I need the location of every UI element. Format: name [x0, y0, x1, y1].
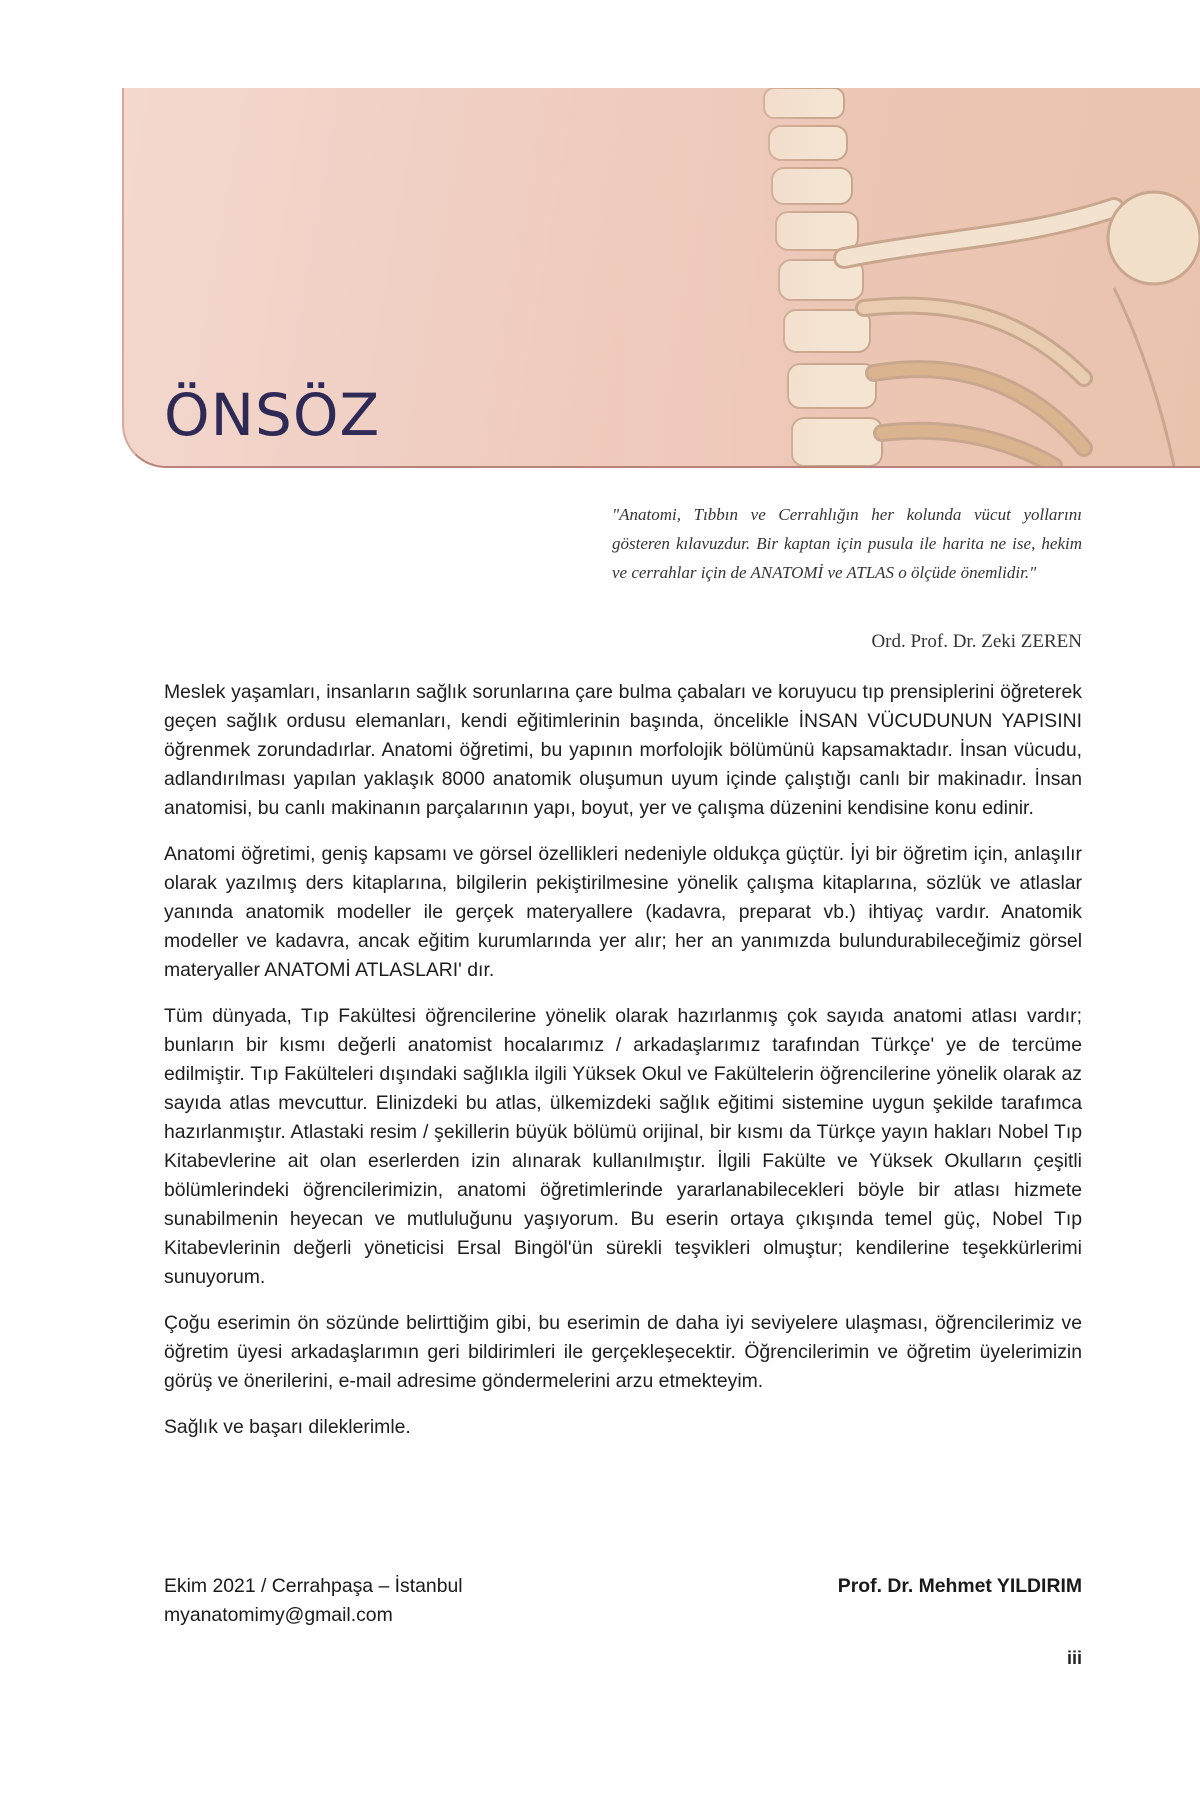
- page-number: iii: [1066, 1648, 1082, 1668]
- author-name: Prof. Dr. Mehmet YILDIRIM: [837, 1575, 1082, 1597]
- paragraph: Meslek yaşamları, insanların sağlık sorunlarına çare bulma çabaları ve koruyucu tıp prensiplerini öğreterek geçen sağlık ordusu elemanları, kendi eğitimlerinin başında, öncelikle İNSAN VÜCUDUNUN YAPISINI öğrenmek zorundadırlar. Anatomi öğretimi, bu yapının morfolojik bölümünü kapsamaktadır. İnsan vücudu, adlandırılması yapılan yaklaşık 8000 anatomik oluşumun uyum içinde çalıştığı canlı bir makinadır. İnsan anatomisi, bu canlı makinanın parçalarının yapı, boyut, yer ve çalışma düzenini kendisine konu edinir.: [164, 681, 1082, 819]
- ribs-illustration: [864, 306, 1084, 466]
- author-email: myanatomimy@gmail.com: [164, 1604, 393, 1626]
- preface-body: [164, 678, 1082, 1459]
- epigraph-author: Ord. Prof. Dr. Zeki ZEREN: [871, 631, 1082, 652]
- page-title: ÖNSÖZ: [164, 380, 381, 449]
- date-place: Ekim 2021 / Cerrahpaşa – İstanbul: [164, 1575, 463, 1597]
- epigraph-quote: "Anatomi, Tıbbın ve Cerrahlığın her kolunda vücut yollarını gösteren kılavuzdur. Bir kaptan için pusula ile harita ne ise, hekim ve cerrahlar için de ANATOMİ ve ATLAS o ölçüde önemlidir.": [612, 505, 1082, 582]
- paragraph: Çoğu eserimin ön sözünde belirttiğim gibi, bu eserimin de daha iyi seviyelere ulaşması, öğrencilerimiz ve öğretim üyesi arkadaşlarımın geri bildirimleri ile gerçekleşecektir. Öğrencilerimin ve öğretim üyelerimizin görüş ve önerilerini, e-mail adresime göndermelerini arzu etmekteyim.: [164, 1312, 1082, 1392]
- closing-line: Sağlık ve başarı dileklerimle.: [164, 1416, 411, 1438]
- paragraph: Anatomi öğretimi, geniş kapsamı ve görsel özellikleri nedeniyle oldukça güçtür. İyi bir öğretim için, anlaşılır olarak yazılmış ders kitaplarına, bilgilerin pekiştirilmesine yönelik çalışma kitaplarına, sözlük ve atlaslar yanında anatomik modeller ile gerçek materyallere (kadavra, preparat vb.) ihtiyaç vardır. Anatomik modeller ve kadavra, ancak eğitim kurumlarında yer alır; her an yanımızda bulundurabileceğimiz görsel materyaller ANATOMİ ATLASLARI' dır.: [164, 843, 1082, 981]
- shoulder-illustration: [1108, 192, 1200, 284]
- paragraph: Tüm dünyada, Tıp Fakültesi öğrencilerine yönelik olarak hazırlanmış çok sayıda anatomi atlası vardır; bunların bir kısmı değerli anatomist hocalarımız / arkadaşlarımız tarafından Türkçe' ye de tercüme edilmiştir. Tıp Fakülteleri dışındaki sağlıkla ilgili Yüksek Okul ve Fakültelerin öğrencilerine yönelik olarak az sayıda atlas mevcuttur. Elinizdeki bu atlas, ülkemizdeki sağlık eğitimi sistemine uygun şekilde tarafımca hazırlanmıştır. Atlastaki resim / şekillerin büyük bölümü orijinal, bir kısmı da Türkçe yayın hakları Nobel Tıp Kitabevlerine ait olan eserlerden izin alınarak kullanılmıştır. İlgili Fakülte ve Yüksek Okulların çeşitli bölümlerindeki öğrencilerimizin, anatomi öğretimlerinde yararlanabilecekleri böyle bir atlası hizmete sunabilmenin heyecan ve mutluluğunu yaşıyorum. Bu eserin ortaya çıkışında temel güç, Nobel Tıp Kitabevlerinin değerli yöneticisi Ersal Bingöl'ün sürekli teşvikleri olmuştur; kendilerine teşekkürlerimi sunuyorum.: [164, 1005, 1082, 1288]
